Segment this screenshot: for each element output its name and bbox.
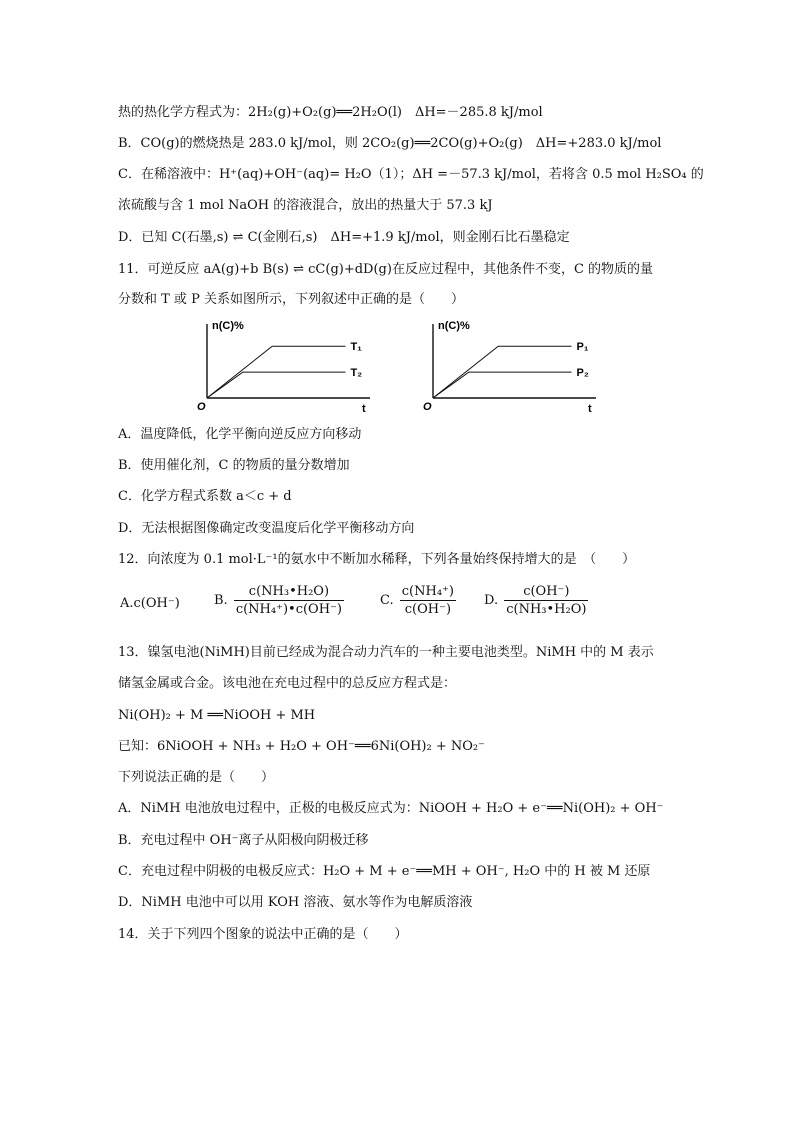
fraction xyxy=(400,584,456,617)
x-axis-label: t xyxy=(362,403,366,415)
q12-option-d xyxy=(484,584,590,617)
question-14-stem: 14．关于下列四个图象的说法中正确的是（ ） xyxy=(118,927,408,942)
question-11-option-c: C．化学方程式系数 a＜c + d xyxy=(118,489,292,504)
q12-option-b xyxy=(214,584,346,617)
fraction xyxy=(234,584,344,617)
series-line-1 xyxy=(433,372,572,398)
chart-temperature xyxy=(192,318,382,416)
q12-option-c xyxy=(380,584,458,617)
numerator: c(NH₄⁺) xyxy=(401,584,454,599)
text-line: 热的热化学方程式为：2H₂(g)+O₂(g)══2H₂O(l) ΔH=－285.8 kJ/mol xyxy=(118,105,543,120)
chart-pressure xyxy=(418,318,608,416)
equation: Ni(OH)₂ + M ══NiOOH + MH xyxy=(118,708,316,723)
series-label-0: T₁ xyxy=(350,341,362,354)
question-13-stem: 储氢金属或合金。该电池在充电过程中的总反应方程式是： xyxy=(118,676,457,691)
fraction xyxy=(504,584,588,617)
question-11-option-a: A．温度降低，化学平衡向逆反应方向移动 xyxy=(118,427,362,442)
denominator: c(OH⁻) xyxy=(404,602,452,617)
q12-option-b-label: B. xyxy=(214,593,228,608)
question-13-option-c: C．充电过程中阴极的电极反应式：H₂O + M + e⁻══MH + OH⁻, H₂O 中的 H 被 M 还原 xyxy=(118,864,651,879)
origin-label: O xyxy=(197,401,206,413)
question-13-stem: 下列说法正确的是（ ） xyxy=(118,770,275,785)
y-axis-label: n(C)% xyxy=(212,320,244,332)
q12-option-c-label: C. xyxy=(380,593,394,608)
series-label-1: T₂ xyxy=(350,367,363,380)
series-label-0: P₁ xyxy=(576,341,589,354)
numerator: c(OH⁻) xyxy=(504,584,588,601)
denominator: c(NH₃•H₂O) xyxy=(506,602,587,617)
x-axis-label: t xyxy=(588,403,592,415)
question-11-option-b: B．使用催化剂，C 的物质的量分数增加 xyxy=(118,458,350,473)
numerator: c(NH₃•H₂O) xyxy=(234,584,344,601)
origin-label: O xyxy=(423,401,432,413)
question-11-option-d: D．无法根据图像确定改变温度后化学平衡移动方向 xyxy=(118,521,415,536)
question-12-options xyxy=(118,584,678,628)
equation: 已知：6NiOOH + NH₃ + H₂O + OH⁻══6Ni(OH)₂ + NO₂⁻ xyxy=(118,739,485,754)
series-label-1: P₂ xyxy=(576,367,589,380)
question-11-stem: 11．可逆反应 aA(g)+b B(s) ⇌ cC(g)+dD(g)在反应过程中，其他条件不变，C 的物质的量 xyxy=(118,262,654,277)
denominator: c(NH₄⁺)•c(OH⁻) xyxy=(235,602,342,617)
option-d: D．已知 C(石墨,s) ⇌ C(金刚石,s) ΔH=+1.9 kJ/mol，则金刚石比石墨稳定 xyxy=(118,230,570,245)
question-13-option-a: A．NiMH 电池放电过程中，正极的电极反应式为：NiOOH + H₂O + e⁻══Ni(OH)₂ + OH⁻ xyxy=(118,801,664,816)
q12-option-d-label: D. xyxy=(484,593,499,608)
y-axis-label: n(C)% xyxy=(438,320,470,332)
option-c: C．在稀溶液中：H⁺(aq)+OH⁻(aq)= H₂O（1）；ΔH =－57.3 kJ/mol，若将含 0.5 mol H₂SO₄ 的 xyxy=(118,167,704,182)
question-11-stem: 分数和 T 或 P 关系如图所示，下列叙述中正确的是（ ） xyxy=(118,292,464,307)
question-13-stem: 13．镍氢电池(NiMH)目前已经成为混合动力汽车的一种主要电池类型。NiMH 中的 M 表示 xyxy=(118,645,654,660)
question-12-stem: 12．向浓度为 0.1 mol·L⁻¹的氨水中不断加水稀释，下列各量始终保持增大的是 （ ） xyxy=(118,552,636,567)
series-line-1 xyxy=(207,372,346,398)
text-line: 浓硫酸与含 1 mol NaOH 的溶液混合，放出的热量大于 57.3 kJ xyxy=(118,198,493,213)
option-b: B．CO(g)的燃烧热是 283.0 kJ/mol，则 2CO₂(g)══2CO(g)+O₂(g) ΔH=+283.0 kJ/mol xyxy=(118,136,662,151)
q12-option-a-label: A. xyxy=(120,596,134,611)
q12-option-a xyxy=(120,596,180,611)
question-13-option-d: D．NiMH 电池中可以用 KOH 溶液、氨水等作为电解质溶液 xyxy=(118,895,473,910)
question-13-option-b: B．充电过程中 OH⁻离子从阳极向阴极迁移 xyxy=(118,833,369,848)
q12-option-a-expr: c(OH⁻) xyxy=(133,596,180,611)
